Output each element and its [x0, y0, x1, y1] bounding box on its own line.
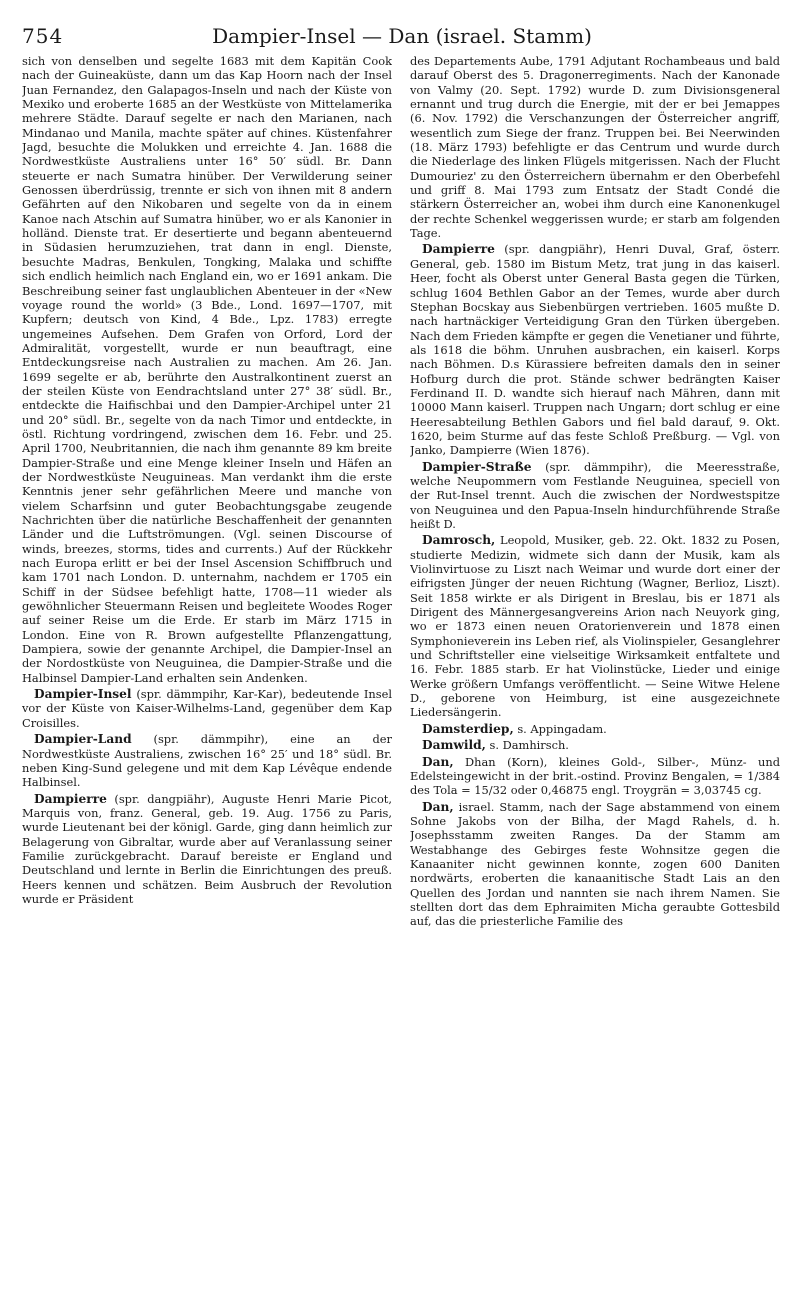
dictionary-entry	[410, 800, 780, 929]
entry-lemma: Damsterdiep,	[422, 721, 514, 736]
entry-text: (spr. dämmpihr), eine an der Nordwestküste Australiens, zwischen 16° 25′ und 18° südl. Br. neben King-Sund gelegene und mit dem Kap Lévêque endende Halbinsel.	[22, 732, 392, 790]
entry-text: (spr. dangpiähr), Auguste Henri Marie Picot, Marquis von, franz. General, geb. 19. Aug. 1756 zu Paris, wurde Lieutenant bei der königl. Garde, ging dann heimlich zur Belagerung von Gibraltar, wurde aber auf Veranlassung seiner Familie zurückgebracht. Darauf bereiste er England und Deutschland und lernte in Berlin die Einrichtungen des preuß. Heers kennen und schätzen. Beim Ausbruch der Revolution wurde er Präsident	[22, 791, 392, 906]
entry-lemma: Dampier-Straße	[422, 459, 532, 474]
entry-lemma: Dan,	[422, 799, 454, 814]
entry-lemma: Dampier-Insel	[34, 687, 132, 702]
entry-text: (spr. dangpiähr), Henri Duval, Graf, österr. General, geb. 1580 im Bistum Metz, trat jung in das kaiserl. Heer, focht als Oberst unter General Basta gegen die Türken, schlug 1604 Bethlen Gabor an der Temes, wurde aber durch Stephan Bocskay aus Siebenbürgen vertrieben. 1605 mußte D. nach hartnäckiger Verteidigung Gran den Türken übergeben. Nach dem Frieden kämpfte er gegen die Venetianer und führte, als 1618 die böhm. Unruhen ausbrachen, ein kaiserl. Korps nach Böhmen. D.s Kürassiere befreiten damals den in seiner Hofburg durch die prot. Stände schwer bedrängten Kaiser Ferdinand II. D. wandte sich hierauf nach Mähren, dann mit 10000 Mann kaiserl. Truppen nach Ungarn; dort schlug er eine Heeresabteilung Bethlen Gabors und fiel bald darauf, 9. Okt. 1620, beim Sturme auf das feste Schloß Preßburg. — Vgl. von Janko, Dampierre (Wien 1876).	[410, 242, 780, 458]
entry-lemma: Dampier-Land	[34, 732, 132, 747]
dictionary-entry	[410, 533, 780, 719]
entry-lemma: Dampierre	[34, 791, 107, 806]
dictionary-entry	[410, 738, 780, 752]
dictionary-entry	[410, 722, 780, 736]
dictionary-entry	[410, 755, 780, 798]
entry-text: Dhan (Korn), kleines Gold-, Silber-, Münz- und Edelsteingewicht in der brit.-ostind. Provinz Bengalen, = 1/384 des Tola = 15/32 oder 0,46875 engl. Troygrän = 3,03745 cg.	[410, 754, 780, 798]
entry-text: Leopold, Musiker, geb. 22. Okt. 1832 zu Posen, studierte Medizin, widmete sich dann der Musik, kam als Violinvirtuose zu Liszt nach Weimar und wurde dort einer der eifrigsten Jünger der neuen Richtung (Wagner, Berlioz, Liszt). Seit 1858 wirkte er als Dirigent in Breslau, bis er 1871 als Dirigent des Männergesangvereins Arion nach Neuyork ging, wo er 1873 einen neuen Oratorienverein und 1878 einen Symphonieverein ins Leben rief, als Violinspieler, Gesanglehrer und Schriftsteller eine vielseitige Wirksamkeit entfaltete und 16. Febr. 1885 starb. Er hat Violinstücke, Lieder und einige Werke größern Umfangs veröffentlicht. — Seine Witwe Helene D., geborene von Heimburg, ist eine ausgezeichnete Liedersängerin.	[410, 533, 780, 720]
running-head: Dampier-Insel — Dan (israel. Stamm)	[212, 24, 592, 48]
entry-text: (spr. dämmpihr), die Meeresstraße, welche Neupommern vom Festlande Neuguinea, speciell von der Rut-Insel trennt. Auch die zwischen der Nordwestspitze von Neuguinea und den Papua-Inseln hindurchführende Straße heißt D.	[410, 459, 780, 531]
dictionary-entry	[22, 687, 392, 730]
continued-entry	[22, 54, 392, 685]
entry-text: des Departements Aube, 1791 Adjutant Rochambeaus und bald darauf Oberst des 5. Dragonerregiments. Nach der Kanonade von Valmy (20. Sept. 1792) wurde D. zum Divisionsgeneral ernannt und trug durch die Energie, mit der er bei Jemappes (6. Nov. 1792) die Verschanzungen der Österreicher angriff, wesentlich zum Siege der franz. Truppen bei. Bei Neerwinden (18. März 1793) befehligte er das Centrum und wurde durch die Niederlage des linken Flügels mitgerissen. Nach der Flucht Dumouriez' zu den Österreichern übernahm er den Oberbefehl und griff 8. Mai 1793 zum Entsatz der Stadt Condé die stärkern Österreicher an, wobei ihm durch eine Kanonenkugel der rechte Schenkel weggerissen wurde; er starb am folgenden Tage.	[410, 54, 780, 241]
page-number: 754	[22, 24, 64, 48]
entry-lemma: Damwild,	[422, 738, 486, 753]
left-column	[22, 54, 392, 908]
text-columns	[22, 54, 782, 931]
right-column	[410, 54, 780, 931]
dictionary-entry	[410, 460, 780, 532]
entry-text: sich von denselben und segelte 1683 mit dem Kapitän Cook nach der Guineaküste, dann um das Kap Hoorn nach der Insel Juan Fernandez, den Galapagos-Inseln und nach der Küste von Mexiko und eroberte 1685 an der Westküste von Mittelamerika mehrere Städte. Darauf segelte er nach den Marianen, nach Mindanao und Manila, machte später auf chines. Küstenfahrer Jagd, besuchte die Molukken und erreichte 4. Jan. 1688 die Nordwestküste Australiens unter 16° 50′ südl. Br. Dann steuerte er nach Sumatra hinüber. Der Verwilderung seiner Genossen überdrüssig, trennte er sich von ihnen mit 8 andern Gefährten auf den Nikobaren und segelte von da in einem Kanoe nach Atschin auf Sumatra hinüber, wo er als Kanonier in holländ. Dienste trat. Er desertierte und begann abenteuernd in Südasien herumzuziehen, trat dann in engl. Dienste, besuchte Madras, Benkulen, Tongking, Malaka und schiffte sich endlich heimlich nach England ein, wo er 1691 ankam. Die Beschreibung seiner fast unglaublichen Abenteuer in der «New voyage round the world» (3 Bde., Lond. 1697—1707, mit Kupfern; deutsch von Kind, 4 Bde., Lpz. 1783) erregte ungemeines Aufsehen. Dem Grafen von Orford, Lord der Admiralität, vorgestellt, wurde er nun beauftragt, eine Entdeckungsreise nach Australien zu machen. Am 26. Jan. 1699 segelte er ab, berührte den Australkontinent zuerst an der steilen Küste von Eendrachtsland unter 27° 38′ südl. Br., entdeckte die Haifischbai und den Dampier-Archipel unter 21 und 20° südl. Br., segelte von da nach Timor und entdeckte, in östl. Richtung vordringend, zwischen dem 16. Febr. und 25. April 1700, Neubritannien, die nach ihm genannte 89 km breite Dampier-Straße und eine Menge kleiner Inseln und Häfen an der Nordwestküste Neuguineas. Man verdankt ihm die erste Kenntnis jener sehr gefährlichen Meere und manche von vielem Scharfsinn und guter Beobachtungsgabe zeugende Nachrichten über die natürliche Beschaffenheit der genannten Länder und die Luftströmungen. (Vgl. seinen Discourse of winds, breezes, storms, tides and currents.) Auf der Rückkehr nach Europa erlitt er bei der Insel Ascension Schiffbruch und kam 1701 nach London. D. unternahm, nachdem er 1705 ein Schiff in der Südsee befehligt hatte, 1708—11 wieder als gewöhnlicher Steuermann Reisen und begleitete Woodes Roger auf seiner Reise um die Erde. Er starb im März 1715 in London. Eine von R. Brown aufgestellte Pflanzengattung, Dampiera, sowie der genannte Archipel, die Dampier-Insel an der Nordostküste von Neuguinea, die Dampier-Straße und die Halbinsel Dampier-Land erhalten sein Andenken.	[22, 54, 392, 685]
dictionary-entry	[22, 732, 392, 789]
continued-entry	[410, 54, 780, 240]
entry-text: (spr. dämmpihr, Kar-Kar), bedeutende Insel vor der Küste von Kaiser-Wilhelms-Land, gegenüber dem Kap Croisilles.	[22, 687, 392, 730]
entry-text: s. Damhirsch.	[489, 738, 569, 753]
entry-text: israel. Stamm, nach der Sage abstammend von einem Sohne Jakobs von der Bilha, der Magd Rahels, d. h. Josephsstamm zweiten Ranges. Da der Stamm am Westabhange des Gebirges feste Wohnsitze gegen die Kanaaniter nicht gewinnen konnte, zogen 600 Daniten nordwärts, eroberten die kanaanitische Stadt Lais an den Quellen des Jordan und nannten sie nach ihrem Namen. Sie stellten dort das dem Ephraimiten Micha geraubte Gottesbild auf, das die priesterliche Familie des	[410, 799, 780, 929]
dictionary-entry	[22, 792, 392, 907]
dictionary-entry	[410, 242, 780, 457]
entry-lemma: Damrosch,	[422, 533, 496, 548]
entry-text: s. Appingadam.	[517, 721, 607, 736]
page-header	[22, 18, 782, 54]
entry-lemma: Dan,	[422, 754, 454, 769]
entry-lemma: Dampierre	[422, 242, 495, 257]
